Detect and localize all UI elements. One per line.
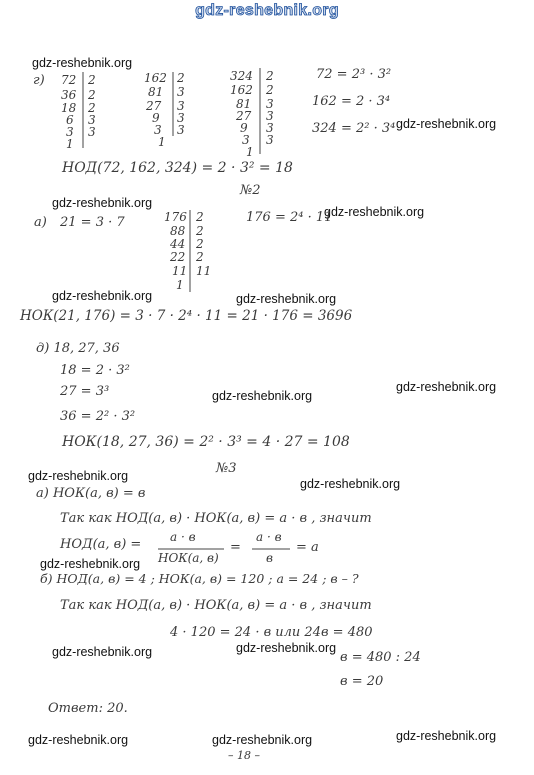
fraction2-numerator: а · в (256, 530, 282, 544)
col-162-5: 1 (158, 135, 166, 149)
div-176-3: 2 (196, 250, 204, 264)
factorization-176: 176 = 2⁴ · 11 (246, 210, 333, 225)
div-72-4: 3 (88, 125, 96, 139)
watermark: gdz-reshebnik.org (40, 557, 141, 571)
part-a3-result: = а (296, 540, 319, 555)
col-324-4: 9 (240, 121, 248, 135)
nok-18-27-36: НОК(18, 27, 36) = 2² · 3³ = 4 · 27 = 108 (62, 434, 350, 450)
col-324-6: 1 (246, 145, 254, 159)
div-162-4: 3 (177, 123, 185, 137)
col-162-3: 9 (152, 111, 160, 125)
watermark: gdz-reshebnik.org (236, 292, 337, 306)
part-a3-nod-left: НОД(а, в) = (60, 537, 142, 552)
div-72-0: 2 (88, 73, 96, 87)
part-b3-given: б) НОД(а, в) = 4 ; НОК(а, в) = 120 ; а = 24 ; в – ? (40, 571, 359, 586)
col-72-3: 6 (66, 113, 74, 127)
div-162-1: 3 (177, 85, 185, 99)
factorization-18: 18 = 2 · 3² (60, 363, 130, 378)
col-72-0: 72 (61, 73, 77, 87)
div-176-2: 2 (196, 237, 204, 251)
div-324-0: 2 (266, 69, 274, 83)
watermark: gdz-reshebnik.org (28, 733, 129, 747)
part-b3-result: в = 20 (340, 674, 384, 689)
div-176-0: 2 (196, 210, 204, 224)
col-324-5: 3 (242, 133, 250, 147)
factorization-72: 72 = 2³ · 3² (316, 67, 392, 82)
div-162-3: 3 (177, 111, 185, 125)
watermark: gdz-reshebnik.org (300, 477, 401, 491)
col-324-1: 162 (230, 83, 253, 97)
col-162-2: 27 (146, 99, 162, 113)
watermark: gdz-reshebnik.org (52, 645, 153, 659)
watermark: gdz-reshebnik.org (52, 289, 153, 303)
watermark: gdz-reshebnik.org (324, 205, 425, 219)
site-logo[interactable]: gdz-reshebnik.org (195, 2, 339, 19)
fraction1-denominator: НОК(а, в) (158, 551, 219, 565)
col-176-4: 11 (172, 264, 188, 278)
div-324-4: 3 (266, 121, 274, 135)
div-162-0: 2 (177, 71, 185, 85)
task-number-3: №3 (216, 461, 237, 476)
div-324-1: 2 (266, 83, 274, 97)
div-176-1: 2 (196, 224, 204, 238)
watermark: gdz-reshebnik.org (52, 196, 153, 210)
col-176-2: 44 (170, 237, 186, 251)
nod-72-162-324: НОД(72, 162, 324) = 2 · 3² = 18 (62, 160, 293, 176)
watermark: gdz-reshebnik.org (212, 733, 313, 747)
part-g-letter: г) (33, 73, 45, 88)
factorization-27: 27 = 3³ (60, 384, 110, 399)
watermark: gdz-reshebnik.org (212, 389, 313, 403)
factorization-324: 324 = 2² · 3⁴ (312, 121, 396, 136)
col-324-0: 324 (230, 69, 253, 83)
div-324-2: 3 (266, 97, 274, 111)
watermark: gdz-reshebnik.org (28, 469, 129, 483)
factorization-162: 162 = 2 · 3⁴ (312, 94, 391, 109)
fraction2-denominator: в (266, 551, 273, 565)
div-176-4: 11 (196, 264, 212, 278)
nok-21-176: НОК(21, 176) = 3 · 7 · 2⁴ · 11 = 21 · 176 = 3696 (20, 308, 353, 324)
col-176-5: 1 (176, 278, 184, 292)
part-a2-letter: а) (34, 215, 47, 230)
fraction1-numerator: а · в (170, 530, 196, 544)
col-72-5: 1 (66, 137, 74, 151)
task-number-2: №2 (240, 183, 261, 198)
col-72-2: 18 (61, 101, 77, 115)
col-162-1: 81 (148, 85, 164, 99)
col-176-3: 22 (170, 250, 186, 264)
part-a3-reason: Так как НОД(а, в) · НОК(а, в) = а · в , значит (60, 511, 372, 526)
div-72-1: 2 (88, 88, 96, 102)
div-72-2: 2 (88, 101, 96, 115)
watermark: gdz-reshebnik.org (396, 117, 497, 131)
col-72-1: 36 (61, 88, 77, 102)
watermark: gdz-reshebnik.org (236, 641, 337, 655)
watermark: gdz-reshebnik.org (396, 380, 497, 394)
watermark: gdz-reshebnik.org (32, 56, 133, 70)
div-324-5: 3 (266, 133, 274, 147)
div-162-2: 3 (177, 99, 185, 113)
col-176-1: 88 (170, 224, 186, 238)
watermark: gdz-reshebnik.org (396, 729, 497, 743)
div-72-3: 3 (88, 113, 96, 127)
answer: Ответ: 20. (48, 701, 128, 716)
col-324-2: 81 (236, 97, 252, 111)
part-d2-numbers: д) 18, 27, 36 (36, 341, 120, 356)
col-324-3: 27 (236, 109, 252, 123)
factorization-21: 21 = 3 · 7 (60, 215, 125, 230)
div-324-3: 3 (266, 109, 274, 123)
page-number: – 18 – (228, 749, 260, 762)
col-162-0: 162 (144, 71, 167, 85)
equals-sign: = (230, 540, 241, 555)
col-162-4: 3 (154, 123, 162, 137)
part-b3-division: в = 480 : 24 (340, 650, 421, 665)
col-72-4: 3 (66, 125, 74, 139)
col-176-0: 176 (164, 210, 187, 224)
part-a3-given: а) НОК(а, в) = в (36, 486, 146, 501)
part-b3-equation: 4 · 120 = 24 · в или 24в = 480 (170, 625, 373, 640)
factorization-36: 36 = 2² · 3² (60, 409, 136, 424)
part-b3-reason: Так как НОД(а, в) · НОК(а, в) = а · в , значит (60, 598, 372, 613)
